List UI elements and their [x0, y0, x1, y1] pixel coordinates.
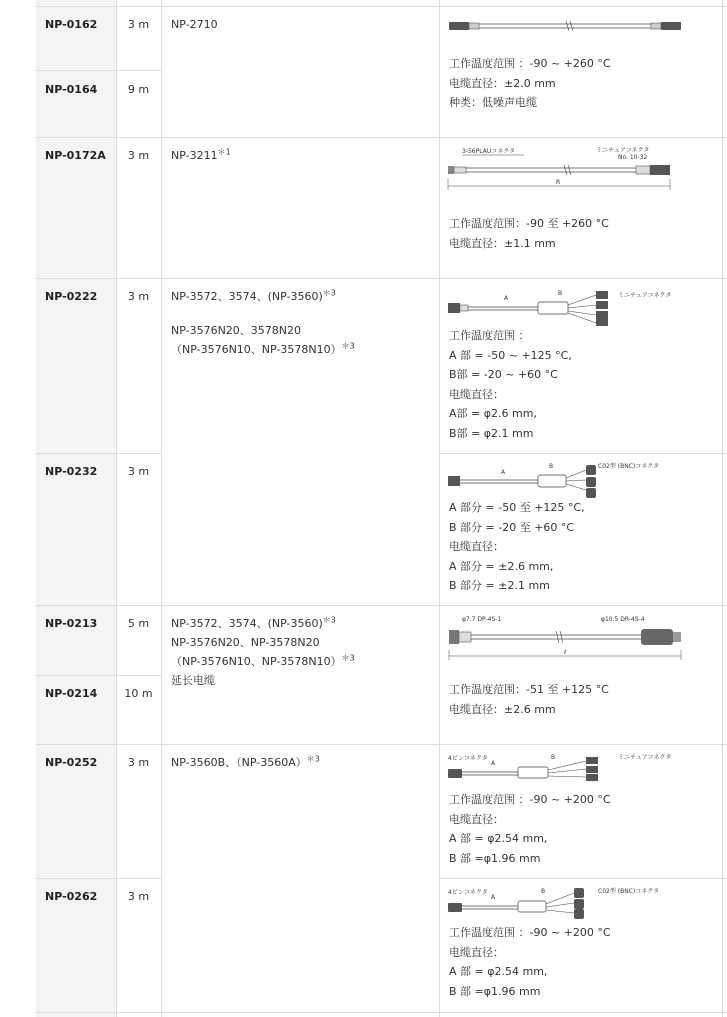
product-code: NP-0162: [45, 18, 98, 31]
row-divider: [36, 605, 727, 606]
row-divider: [36, 675, 161, 676]
cable-diagram: [446, 144, 686, 194]
row-divider: [116, 70, 161, 71]
spec-text: A 部分 = -50 至 +125 °C, B 部分 = -20 至 +60 °C 电缆直径： A 部分 = ±2.6 mm, B 部分 = ±2.1 mm: [449, 501, 585, 593]
diagram-label: B: [549, 463, 554, 470]
spec-text: 工作温度范围 ：-90 ~ +260 °C 电缆直径：±2.0 mm 种类：低噪声电缆: [449, 57, 611, 110]
cable-length: 3 m: [127, 756, 150, 769]
cable-diagram: [446, 612, 696, 664]
row-divider: [36, 1012, 727, 1013]
diagram-label: B: [551, 754, 556, 761]
diagram-label: 4ピンコネクタ: [448, 755, 488, 762]
spec-text: 工作温度范围：-90 至 +260 °C 电缆直径：±1.1 mm: [449, 217, 609, 250]
spec-text: 工作温度范围 ：-90 ~ +200 °C 电缆直径： A 部 = φ2.54 mm, B 部 =φ1.96 mm: [449, 926, 611, 998]
cable-length: 3 m: [127, 290, 150, 303]
diagram-label: φ7.7 DP-4S-1: [462, 616, 502, 623]
product-code: NP-0214: [45, 687, 98, 700]
product-code: NP-0172A: [45, 149, 106, 162]
cable-length: 3 m: [127, 149, 150, 162]
spec-text: 工作温度范围 ： A 部 = -50 ~ +125 °C, B部 = -20 ~ +60 °C 电缆直径： A部 = φ2.6 mm, B部 = φ2.1 mm: [449, 329, 572, 440]
footnote-mark: ＊1: [217, 147, 231, 157]
diagram-label: C02型 (BNC)コネクタ: [598, 463, 660, 470]
product-code: NP-0232: [45, 465, 98, 478]
diagram-label: B: [558, 290, 563, 297]
diagram-label: ミニチュアコネクタ: [618, 754, 672, 761]
diagram-label: A: [491, 894, 496, 901]
product-code: NP-0213: [45, 617, 98, 630]
applicable-models: NP-2710: [171, 18, 218, 31]
row-divider: [36, 70, 116, 71]
diagram-label: No. 10-32: [618, 154, 648, 161]
cable-diagram: [446, 885, 686, 919]
cable-length: 3 m: [127, 890, 150, 903]
applicable-models: NP-3560B、$(NP-3560A)^{*3}$: [171, 754, 320, 769]
diagram-label: C02型 (BNC)コネクタ: [598, 888, 660, 895]
cable-diagram: [446, 12, 686, 40]
row-divider: [36, 453, 161, 454]
applicable-models: $NP-3211^{*1}$: [171, 147, 231, 162]
cable-length: 3 m: [127, 18, 150, 31]
row-divider: [36, 278, 727, 279]
row-divider: [36, 878, 161, 879]
diagram-label: A: [491, 760, 496, 767]
page-left-margin: [0, 0, 36, 1017]
applicable-models: NP-3572、3574、$(NP-3560)^{*3}$ NP-3576N20、NP-3578N20 （NP-3576N10、NP-3578N10）$^{*3}$ 延长电缆: [171, 615, 355, 687]
cable-diagram: [446, 460, 686, 500]
cable-diagram: [446, 751, 686, 785]
cable-length: 9 m: [127, 83, 150, 96]
row-divider: [36, 6, 727, 7]
diagram-label: B: [541, 888, 546, 895]
footnote-mark: ＊3: [322, 615, 336, 625]
product-code: NP-0164: [45, 83, 98, 96]
footnote-mark: ＊3: [341, 341, 355, 351]
footnote-mark: ＊3: [322, 288, 336, 298]
footnote-mark: ＊3: [341, 653, 355, 663]
column-divider: [439, 0, 440, 1017]
cable-length: 10 m: [124, 687, 153, 700]
cable-length: 5 m: [127, 617, 150, 630]
diagram-label: φ10.5 DR-4S-4: [601, 616, 645, 623]
product-code: NP-0222: [45, 290, 98, 303]
product-code: NP-0252: [45, 756, 98, 769]
product-code: NP-0262: [45, 890, 98, 903]
cable-length: 3 m: [127, 465, 150, 478]
applicable-models: NP-3572、3574、$(NP-3560)^{*3}$ NP-3576N20、3578N20 （NP-3576N10、NP-3578N10）$^{*3}$: [171, 288, 355, 356]
diagram-label: 3-56PLAUコネクタ: [462, 148, 516, 155]
row-divider: [439, 878, 727, 879]
spec-text: 工作温度范围：-51 至 +125 °C 电缆直径：±2.6 mm: [449, 683, 609, 716]
row-divider: [36, 137, 727, 138]
diagram-label: A: [501, 469, 506, 476]
cable-spec-table: [36, 0, 727, 1017]
cable-diagram: [446, 287, 686, 327]
column-divider: [722, 0, 723, 1017]
spec-text: 工作温度范围 ：-90 ~ +200 °C 电缆直径： A 部 = φ2.54 mm, B 部 =φ1.96 mm: [449, 793, 611, 865]
row-divider: [439, 453, 727, 454]
footnote-mark: ＊3: [306, 754, 320, 764]
diagram-label: ミニチュアコネクタ: [596, 147, 650, 154]
row-divider: [36, 744, 727, 745]
diagram-label: 4ピンコネクタ: [448, 889, 488, 896]
diagram-label: A: [504, 295, 509, 302]
diagram-label: ミニチュアコネクタ: [618, 292, 672, 299]
column-divider: [161, 0, 162, 1017]
diagram-label: R: [556, 179, 561, 186]
diagram-label: ℓ: [564, 649, 567, 656]
